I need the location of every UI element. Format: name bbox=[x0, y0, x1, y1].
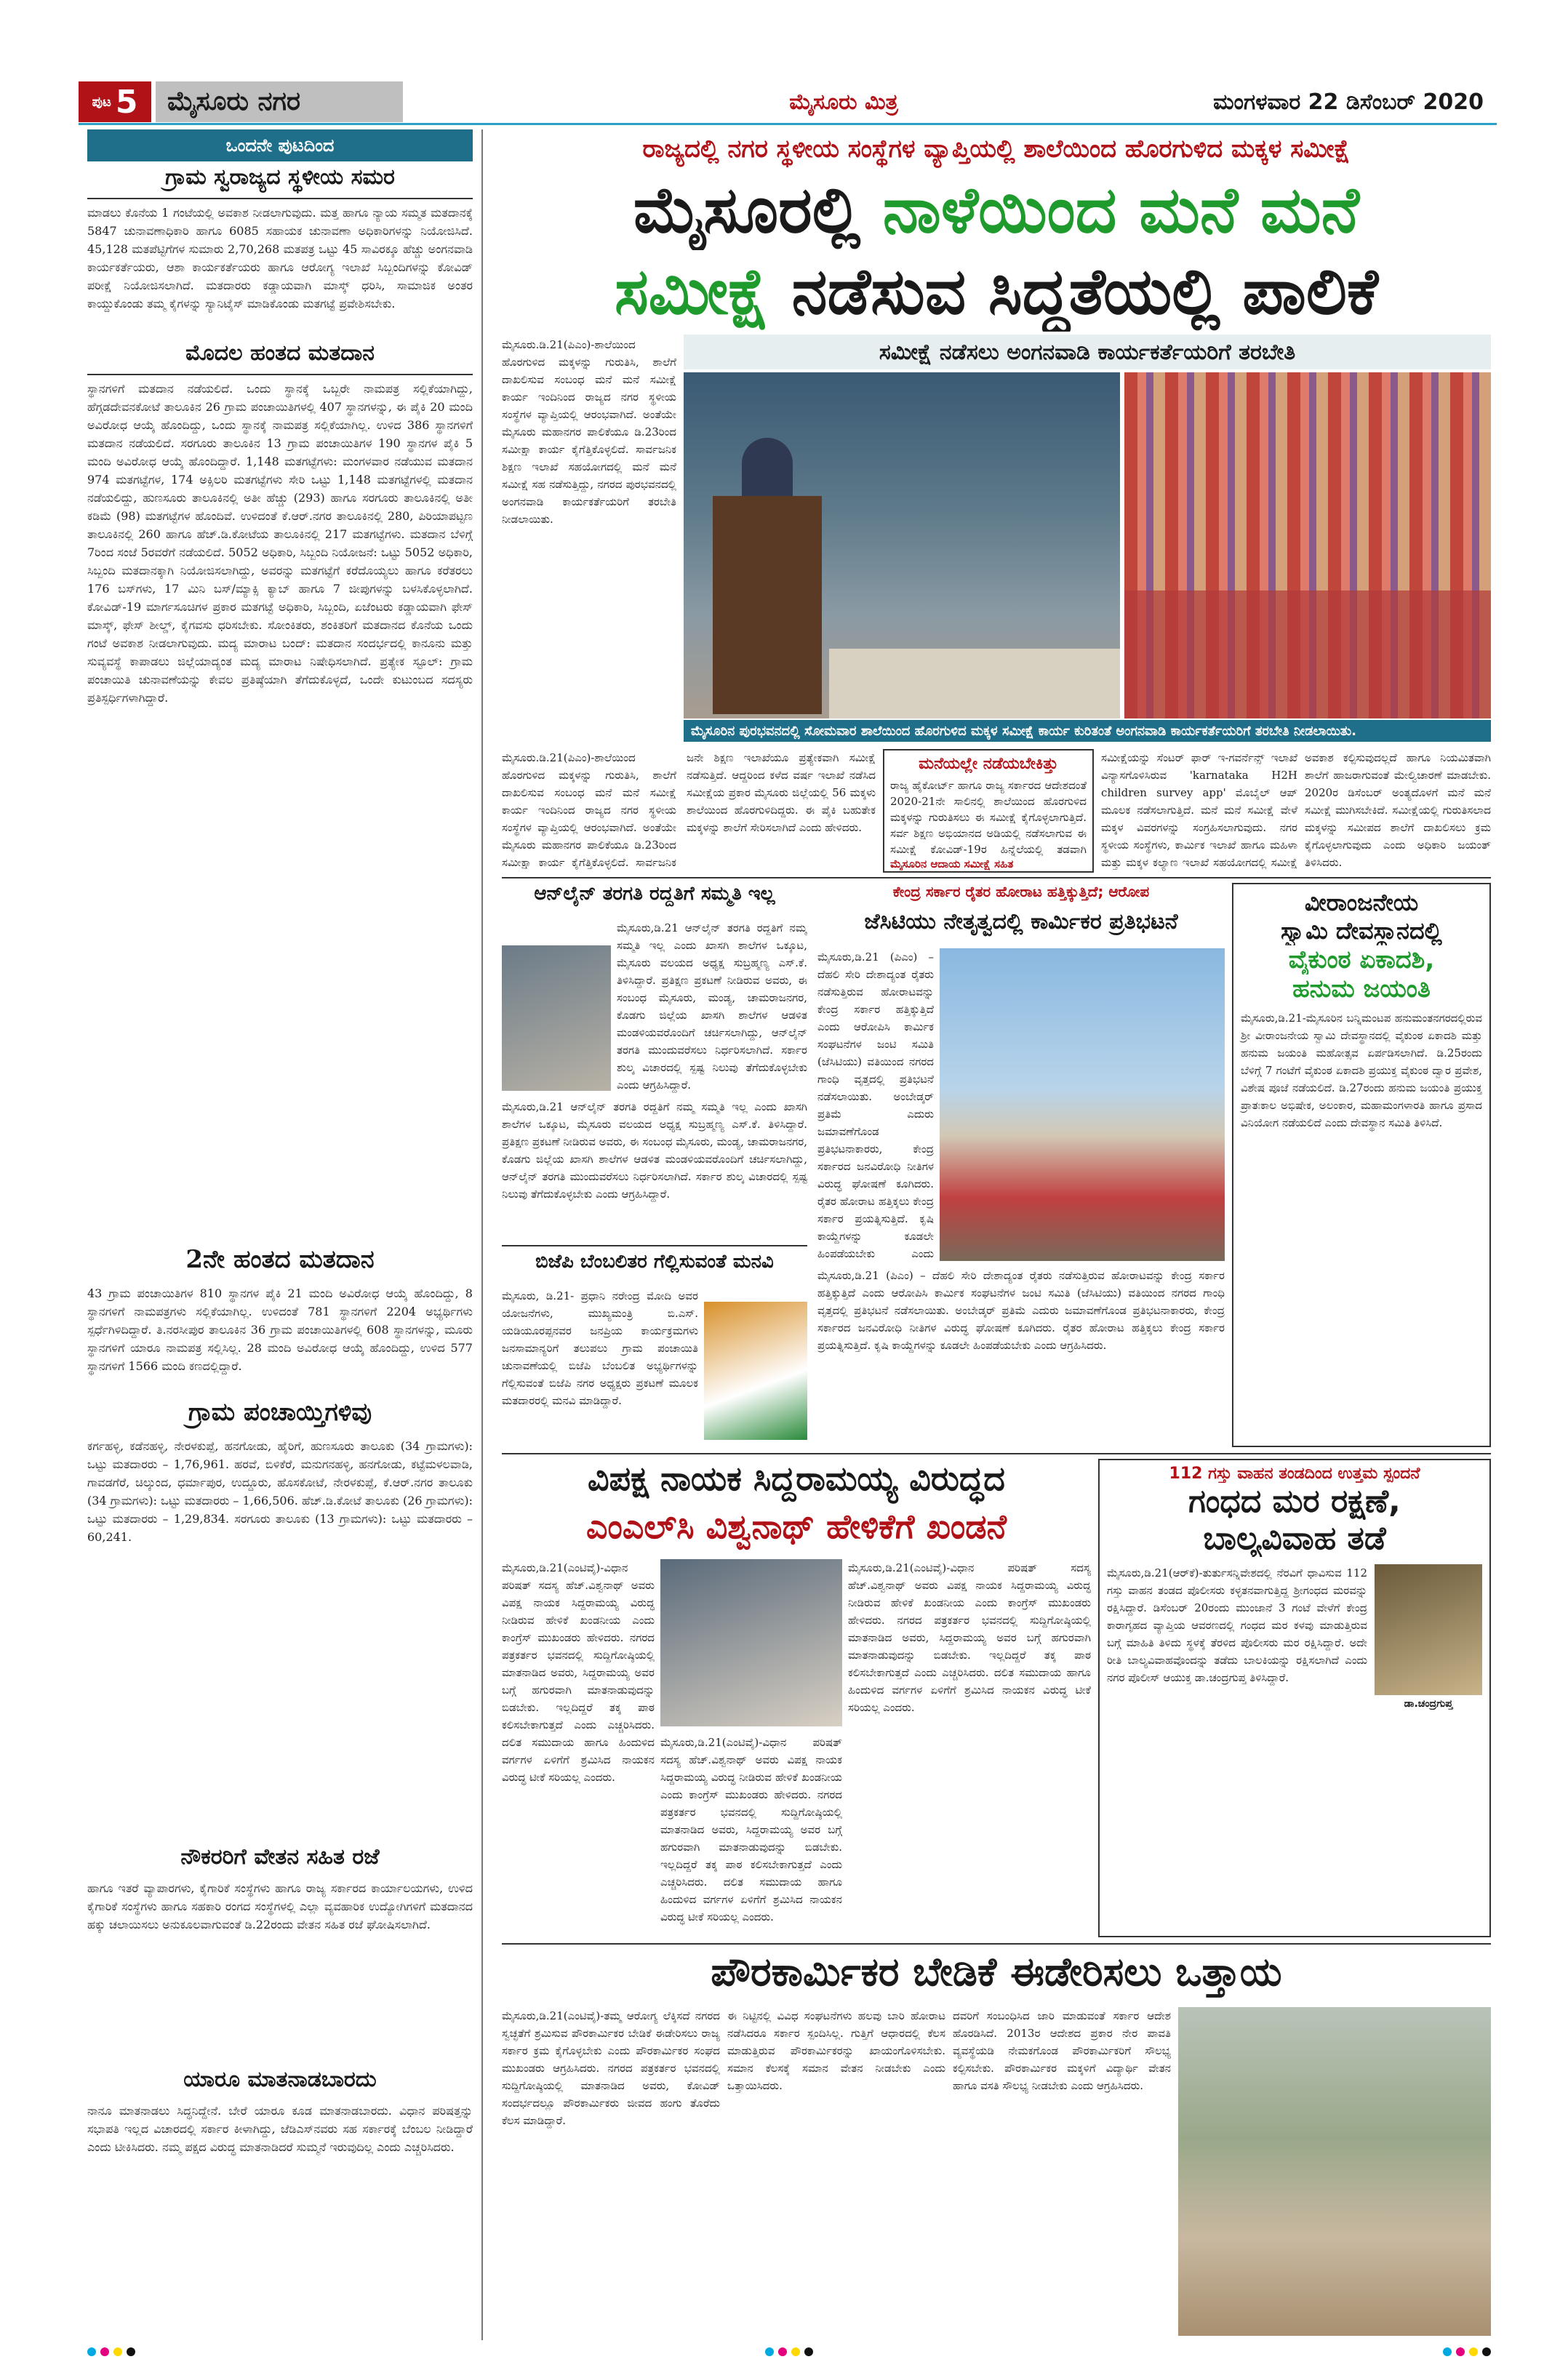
dais-table-shape bbox=[829, 649, 1120, 718]
left-headline-2: ಮೊದಲ ಹಂತದ ಮತದಾನ bbox=[185, 340, 375, 366]
lead-headline-line-2 bbox=[502, 252, 1491, 332]
left-body-2: ಸ್ಥಾನಗಳಿಗೆ ಮತದಾನ ನಡೆಯಲಿದೆ. ಒಂದು ಸ್ಥಾನಕ್ಕೆ ಒಬ್ಬರೇ ನಾಮಪತ್ರ ಸಲ್ಲಿಕೆಯಾಗಿದ್ದು, ಹೆಗ್ಗಡದೇವನಕೋಟೆ ತಾಲೂಕಿನ 26 ಗ್ರಾಮ ಪಂಚಾಯಿತಿಗಳಲ್ಲಿ 407 ಸ್ಥಾನಗಳನ್ನು, ಈ ಪೈಕಿ 20 ಮಂದಿ ಅವಿರೋಧ ಆಯ್ಕೆ ಹೊಂದಿದ್ದು, ಒಂದು ಸ್ಥಾನಕ್ಕೆ ನಾಮಪತ್ರ ಸಲ್ಲಿಕೆಯಾಗಿಲ್ಲ. ಉಳಿದ 386 ಸ್ಥಾನಗಳಿಗೆ ಮತದಾನ ನಡೆಯಲಿದೆ. ಸರಗೂರು ತಾಲೂಕಿನ 13 ಗ್ರಾಮ ಪಂಚಾಯಿತಿಗಳ 190 ಸ್ಥಾನಗಳ ಪೈಕಿ 5 ಮಂದಿ ಅವಿರೋಧ ಆಯ್ಕೆ ಹೊಂದಿದ್ದಾರೆ. 1,148 ಮತಗಟ್ಟೆಗಳು: ಮಂಗಳವಾರ ನಡೆಯುವ ಮತದಾನ 974 ಮತಗಟ್ಟೆಗಳ, 174 ಅಕ್ಸಿಲರಿ ಮತಗಟ್ಟೆಗಳು ಸೇರಿ ಒಟ್ಟು 1,148 ಮತಗಟ್ಟೆಗಳಲ್ಲಿ ಮತದಾನ ನಡೆಯಲಿದ್ದು, ಹುಣಸೂರು ತಾಲೂಕಿನಲ್ಲಿ ಅತೀ ಹೆಚ್ಚು (293) ಹಾಗೂ ಸರಗೂರು ತಾಲೂಕಿನಲ್ಲಿ ಅತೀ ಕಡಿಮೆ (98) ಮತಗಟ್ಟೆಗಳ ಹೊಂದಿವೆ. ಉಳಿದಂತೆ ಕೆ.ಆರ್.ನಗರ ತಾಲೂಕಿನಲ್ಲಿ 280, ಪಿರಿಯಾಪಟ್ಟಣ ತಾಲೂಕಿನಲ್ಲಿ 260 ಹಾಗೂ ಹೆಚ್.ಡಿ.ಕೋಟೆಯ ತಾಲೂಕಿನಲ್ಲಿ 217 ಮತಗಟ್ಟೆಗಳು. ಮತದಾನ ಬೆಳಿಗ್ಗೆ 7ರಿಂದ ಸಂಜೆ 5ರವರೆಗೆ ನಡೆಯಲಿದೆ. 5052 ಅಧಿಕಾರಿ, ಸಿಬ್ಬಂದಿ ನಿಯೋಜನೆ: ಒಟ್ಟು 5052 ಅಧಿಕಾರಿ, ಸಿಬ್ಬಂದಿ ಮತದಾನಕ್ಕಾಗಿ ನಿಯೋಜಿಸಲಾಗಿದ್ದು, ಅವರನ್ನು ಮತಗಟ್ಟೆಗೆ ಕರೆದೊಯ್ಯಲು ಹಾಗೂ ಕರೆತರಲು 176 ಬಸ್‌ಗಳು, 17 ಮಿನಿ ಬಸ್/ಮ್ಯಾಕ್ಸಿ ಕ್ಯಾಬ್ ಹಾಗೂ 7 ಜೀಪುಗಳನ್ನು ಬಳಸಿಕೊಳ್ಳಲಾಗಿದೆ. ಕೋವಿಡ್-19 ಮಾರ್ಗಸೂಚಿಗಳ ಪ್ರಕಾರ ಮತಗಟ್ಟೆ ಅಧಿಕಾರಿ, ಸಿಬ್ಬಂದಿ, ಏಜೆಂಟರು ಕಡ್ಡಾಯವಾಗಿ ಫೇಸ್ ಮಾಸ್ಕ್, ಫೇಸ್ ಶೀಲ್ಡ್, ಕೈಗವಸು ಧರಿಸಬೇಕು. ಸೋಂಕಿತರು, ಶಂಕಿತರಿಗೆ ಮತದಾನದ ಕೊನೆಯ ಒಂದು ಗಂಟೆ ಅವಕಾಶ ನೀಡಲಾಗುವುದು. ಮದ್ಯ ಮಾರಾಟ ಬಂದ್: ಮತದಾನ ಸಂದರ್ಭದಲ್ಲಿ ಕಾನೂನು ಮತ್ತು ಸುವ್ಯವಸ್ಥೆ ಕಾಪಾಡಲು ಜಿಲ್ಲೆಯಾದ್ಯಂತ ಮದ್ಯ ಮಾರಾಟ ನಿಷೇಧಿಸಲಾಗಿದೆ. ಪ್ರತ್ಯೇಕ ಸ್ಟೂಲ್: ಗ್ರಾಮ ಪಂಚಾಯಿತಿ ಚುನಾವಣೆಯನ್ನು ಕೇವಲ ಪ್ರತಿಷ್ಠೆಯಾಗಿ ತೆಗೆದುಕೊಳ್ಳದೆ, ಒಂದೇ ಕುಟುಂಬದ ಸದಸ್ಯರು ಪ್ರತಿಸ್ಪರ್ಧಿಗಳಾಗಿದ್ದಾರೆ. bbox=[87, 382, 473, 705]
online-classes-headline: ಆನ್‌ಲೈನ್ ತರಗತಿ ರದ್ದತಿಗೆ ಸಮ್ಮತಿ ಇಲ್ಲ bbox=[534, 883, 775, 905]
workers-body: ಮೈಸೂರು,ಡಿ.21 (ಪಿಎಂ) – ದೆಹಲಿ ಸೇರಿ ದೇಶಾದ್ಯಂತ ರೈತರು ನಡೆಸುತ್ತಿರುವ ಹೋರಾಟವನ್ನು ಕೇಂದ್ರ ಸರ್ಕಾರ ಹತ್ತಿಕ್ಕುತ್ತಿದೆ ಎಂದು ಆರೋಪಿಸಿ ಕಾರ್ಮಿಕ ಸಂಘಟನೆಗಳ ಜಂಟಿ ಸಮಿತಿ (ಜೆಸಿಟಿಯು) ವತಿಯಿಂದ ನಗರದ ಗಾಂಧಿ ವೃತ್ತದಲ್ಲಿ ಪ್ರತಿಭಟನೆ ನಡೆಸಲಾಯಿತು. ಅಂಬೇಡ್ಕರ್ ಪ್ರತಿಮೆ ಎದುರು ಜಮಾವಣೆಗೊಂಡ ಪ್ರತಿಭಟನಾಕಾರರು, ಕೇಂದ್ರ ಸರ್ಕಾರದ ಜನವಿರೋಧಿ ನೀತಿಗಳ ವಿರುದ್ಧ ಘೋಷಣೆ ಕೂಗಿದರು. ರೈತರ ಹೋರಾಟ ಹತ್ತಿಕ್ಕಲು ಕೇಂದ್ರ ಸರ್ಕಾರ ಪ್ರಯತ್ನಿಸುತ್ತಿದೆ. ಕೃಷಿ ಕಾಯ್ದೆಗಳನ್ನು ಕೂಡಲೇ ಹಿಂಪಡೆಯಬೇಕು ಎಂದು ಆಗ್ರಹಿಸಿದರು. bbox=[817, 1269, 1225, 1352]
left-headline-6: ಯಾರೂ ಮಾತನಾಡಬಾರದು bbox=[183, 2067, 377, 2092]
column-divider bbox=[481, 129, 483, 2340]
lead-subheadline: ಸಮೀಕ್ಷೆ ನಡೆಸಲು ಅಂಗನವಾಡಿ ಕಾರ್ಯಕರ್ತೆಯರಿಗೆ ತರಬೇತಿ bbox=[684, 335, 1491, 369]
left-body-4: ಕರ್ಗಹಳ್ಳಿ, ಕಡೆನಹಳ್ಳಿ, ನೇರಳಕುಪ್ಪೆ, ಹನಗೋಡು, ಹೈರಿಗೆ, ಹುಣಸೂರು ತಾಲೂಕು (34 ಗ್ರಾಮಗಳು): ಒಟ್ಟು ಮತದಾರರು – 1,76,961. ಹರವೆ, ಬಿಳಿಕೆರೆ, ಮನುಗನಹಳ್ಳಿ, ಹನಗೋಡು, ಕಟ್ಟೆಮಳಲವಾಡಿ, ಗಾವಡಗೆರೆ, ಚಿಲ್ಕುಂದ, ಧರ್ಮಾಪುರ, ಉದ್ದೂರು, ಹೊಸಕೋಟೆ, ನೇರಳಕುಪ್ಪೆ, ಕೆ.ಆರ್.ನಗರ ತಾಲೂಕು (34 ಗ್ರಾಮಗಳು): ಒಟ್ಟು ಮತದಾರರು – 1,66,506. ಹೆಚ್.ಡಿ.ಕೋಟೆ ತಾಲೂಕು (26 ಗ್ರಾಮಗಳು): ಒಟ್ಟು ಮತದಾರರು – 1,29,834. ಸರಗೂರು ತಾಲೂಕು (13 ಗ್ರಾಮಗಳು): ಒಟ್ಟು ಮತದಾರರು – 60,241. bbox=[87, 1439, 473, 1544]
left-headline-5: ನೌಕರರಿಗೆ ವೇತನ ಸಹಿತ ರಜೆ bbox=[180, 1844, 380, 1870]
registration-dot bbox=[87, 2347, 96, 2356]
podium-shape bbox=[713, 496, 822, 714]
workers-kicker: ಕೇಂದ್ರ ಸರ್ಕಾರ ರೈತರ ಹೋರಾಟ ಹತ್ತಿಕ್ಕುತ್ತಿದೆ; ಆರೋಪ bbox=[892, 883, 1150, 900]
divider bbox=[87, 198, 473, 199]
registration-dots-center bbox=[765, 2347, 813, 2359]
lead-headline-part: ಮೈಸೂರಲ್ಲಿ bbox=[633, 172, 861, 247]
sandalwood-box bbox=[1098, 1459, 1491, 1937]
bjp-leader-photo bbox=[704, 1302, 807, 1440]
registration-dot bbox=[113, 2347, 122, 2356]
street-sweeper-photo bbox=[1178, 2007, 1491, 2336]
opposition-headline-2: ಎಂಎಲ್‌ಸಿ ವಿಶ್ವನಾಥ್ ಹೇಳಿಕೆಗೆ ಖಂಡನೆ bbox=[585, 1507, 1007, 1546]
bjp-body: ಮೈಸೂರು, ಡಿ.21- ಪ್ರಧಾನಿ ನರೇಂದ್ರ ಮೋದಿ ಅವರ ಯೋಜನೆಗಳು, ಮುಖ್ಯಮಂತ್ರಿ ಬಿ.ಎಸ್. ಯಡಿಯೂರಪ್ಪನವರ ಜನಪ್ರಿಯ ಕಾರ್ಯಕ್ರಮಗಳು ಜನಸಾಮಾನ್ಯರಿಗೆ ತಲುಪಲು ಗ್ರಾಮ ಪಂಚಾಯಿತಿ ಚುನಾವಣೆಯಲ್ಲಿ ಬಿಜೆಪಿ ಬೆಂಬಲಿತ ಅಭ್ಯರ್ಥಿಗಳನ್ನು ಗೆಲ್ಲಿಸುವಂತೆ ಬಿಜೆಪಿ ನಗರ ಅಧ್ಯಕ್ಷರು ಪ್ರಕಟಣೆ ಮೂಲಕ ಮತದಾರರಲ್ಲಿ ಮನವಿ ಮಾಡಿದ್ದಾರೆ. bbox=[502, 1289, 698, 1407]
temple-headline-2: ಸ್ವಾಮಿ ದೇವಸ್ಥಾನದಲ್ಲಿ bbox=[1281, 917, 1442, 945]
protest-photo bbox=[940, 948, 1225, 1261]
left-body-5: ಹಾಗೂ ಇತರೆ ವ್ಯಾಪಾರಗಳು, ಕೈಗಾರಿಕೆ ಸಂಸ್ಥೆಗಳು ಹಾಗೂ ರಾಜ್ಯ ಸರ್ಕಾರದ ಕಾರ್ಯಾಲಯಗಳು, ಉಳಿದ ಕೈಗಾರಿಕೆ ಸಂಸ್ಥೆಗಳು ಹಾಗೂ ಸಹಕಾರಿ ರಂಗದ ಸಂಸ್ಥೆಗಳಲ್ಲಿ ಎಲ್ಲಾ ವ್ಯವಹಾರಿಕ ಉದ್ಯೋಗಿಗಳಿಗೆ ಮತದಾನದ ಹಕ್ಕು ಚಲಾಯಿಸಲು ಅನುಕೂಲವಾಗುವಂತೆ ಡಿ.22ರಂದು ವೇತನ ಸಹಿತ ರಜೆ ಘೋಷಿಸಲಾಗಿದೆ. bbox=[87, 1881, 473, 1931]
registration-dot bbox=[1469, 2347, 1478, 2356]
divider bbox=[502, 1245, 807, 1246]
sandalwood-headline-1: ಗಂಧದ ಮರ ರಕ್ಷಣೆ, bbox=[1188, 1483, 1401, 1520]
opposition-body-col-3: ಮೈಸೂರು,ಡಿ.21(ಎಂಟಿವೈ)-ವಿಧಾನ ಪರಿಷತ್ ಸದಸ್ಯ ಹೆಚ್.ವಿಶ್ವನಾಥ್ ಅವರು ವಿಪಕ್ಷ ನಾಯಕ ಸಿದ್ದರಾಮಯ್ಯ ವಿರುದ್ಧ ನೀಡಿರುವ ಹೇಳಿಕೆ ಖಂಡನೀಯ ಎಂದು ಕಾಂಗ್ರೆಸ್ ಮುಖಂಡರು ಹೇಳಿದರು. ನಗರದ ಪತ್ರಕರ್ತರ ಭವನದಲ್ಲಿ ಸುದ್ದಿಗೋಷ್ಠಿಯಲ್ಲಿ ಮಾತನಾಡಿದ ಅವರು, ಸಿದ್ದರಾಮಯ್ಯ ಅವರ ಬಗ್ಗೆ ಹಗುರವಾಗಿ ಮಾತನಾಡುವುದನ್ನು ಬಿಡಬೇಕು. ಇಲ್ಲದಿದ್ದರೆ ತಕ್ಕ ಪಾಠ ಕಲಿಸಬೇಕಾಗುತ್ತದೆ ಎಂದು ಎಚ್ಚರಿಸಿದರು. ದಲಿತ ಸಮುದಾಯ ಹಾಗೂ ಹಿಂದುಳಿದ ವರ್ಗಗಳ ಏಳಿಗೆಗೆ ಶ್ರಮಿಸಿದ ನಾಯಕನ ವಿರುದ್ಧ ಟೀಕೆ ಸರಿಯಲ್ಲ ಎಂದರು. bbox=[848, 1561, 1091, 1714]
lead-sidebar-box bbox=[883, 749, 1094, 873]
lead-headline-line-1 bbox=[502, 170, 1491, 250]
lead-headline-part: ನಡೆಸುವ ಸಿದ್ಧತೆಯಲ್ಲಿ ಪಾಲಿಕೆ bbox=[791, 253, 1379, 329]
registration-dot bbox=[765, 2347, 774, 2356]
temple-headline-4: ಹನುಮ ಜಯಂತಿ bbox=[1292, 974, 1431, 1004]
sandalwood-headline-2: ಬಾಲ್ಯವಿವಾಹ ತಡೆ bbox=[1203, 1520, 1386, 1557]
page-number-badge bbox=[79, 81, 151, 122]
registration-dot bbox=[791, 2347, 800, 2356]
opposition-headline-1: ವಿಪಕ್ಷ ನಾಯಕ ಸಿದ್ದರಾಮಯ್ಯ ವಿರುದ್ಧದ bbox=[588, 1459, 1005, 1498]
section-title: ಮೈಸೂರು ನಗರ bbox=[156, 81, 403, 122]
sandalwood-body: ಮೈಸೂರು,ಡಿ.21(ಆರ್‌ಕೆ)-ತುರ್ತುಸನ್ನಿವೇಶದಲ್ಲಿ ನೆರವಿಗೆ ಧಾವಿಸುವ 112 ಗಸ್ತು ವಾಹನ ತಂಡದ ಪೊಲೀಸರು ಕಳ್ಳತನವಾಗುತ್ತಿದ್ದ ಶ್ರೀಗಂಧದ ಮರವನ್ನು ರಕ್ಷಿಸಿದ್ದಾರೆ. ಡಿಸೆಂಬರ್ 20ರಂದು ಮುಂಜಾನೆ 3 ಗಂಟೆ ವೇಳೆಗೆ ಕೇಂದ್ರ ಕಾರಾಗೃಹದ ವ್ಯಾಪ್ತಿಯ ಆವರಣದಲ್ಲಿ ಗಂಧದ ಮರ ಕಳವು ಮಾಡುತ್ತಿರುವ ಬಗ್ಗೆ ಮಾಹಿತಿ ತಿಳಿದು ಸ್ಥಳಕ್ಕೆ ತೆರಳಿದ ಪೊಲೀಸರು ಮರ ರಕ್ಷಿಸಿದ್ದಾರೆ. ಅದೇ ರೀತಿ ಬಾಲ್ಯವಿವಾಹವೊಂದನ್ನು ತಡೆದು ಬಾಲಕಿಯನ್ನು ರಕ್ಷಿಸಲಾಗಿದೆ ಎಂದು ನಗರ ಪೊಲೀಸ್ ಆಯುಕ್ತ ಡಾ.ಚಂದ್ರಗುಪ್ತ ತಿಳಿಸಿದ್ದಾರೆ. bbox=[1107, 1566, 1367, 1684]
workers-headline: ಜೆಸಿಟಿಯು ನೇತೃತ್ವದಲ್ಲಿ ಕಾರ್ಮಿಕರ ಪ್ರತಿಭಟನೆ bbox=[864, 909, 1178, 934]
section-divider bbox=[502, 1943, 1491, 1945]
left-body-3: 43 ಗ್ರಾಮ ಪಂಚಾಯಿತಿಗಳ 810 ಸ್ಥಾನಗಳ ಪೈಕಿ 21 ಮಂದಿ ಅವಿರೋಧ ಆಯ್ಕೆ ಹೊಂದಿದ್ದು, 8 ಸ್ಥಾನಗಳಿಗೆ ನಾಮಪತ್ರಗಳು ಸಲ್ಲಿಕೆಯಾಗಿಲ್ಲ. ಉಳಿದಂತೆ 781 ಸ್ಥಾನಗಳಿಗೆ 2204 ಅಭ್ಯರ್ಥಿಗಳು ಸ್ಪರ್ಧೆಗಿಳಿದಿದ್ದಾರೆ. ತಿ.ನರಸೀಪುರ ತಾಲೂಕಿನ 36 ಗ್ರಾಮ ಪಂಚಾಯಿತಿಗಳಲ್ಲಿ 608 ಸ್ಥಾನಗಳನ್ನು, ಮೂರು ಸ್ಥಾನಗಳಿಗೆ ಯಾರೂ ನಾಮಪತ್ರ ಸಲ್ಲಿಸಿಲ್ಲ. 28 ಮಂದಿ ಅವಿರೋಧ ಆಯ್ಕೆ ಹೊಂದಿದ್ದು, ಉಳಿದ 577 ಸ್ಥಾನಗಳಿಗೆ 1566 ಮಂದಿ ಕಣದಲ್ಲಿದ್ದಾರೆ. bbox=[87, 1286, 473, 1373]
newspaper-logo: ಮೈಸೂರು ಮಿತ್ರ bbox=[789, 89, 898, 115]
registration-dot bbox=[804, 2347, 813, 2356]
pourakarmika-body-col-3: ದವರಿಗೆ ಸಂಬಂಧಿಸಿದ ಜಾರಿ ಮಾಡುವಂತೆ ಸರ್ಕಾರ ಆದೇಶ ಹೊರಡಿಸಿದೆ. 2013ರ ಆದೇಶದ ಪ್ರಕಾರ ನೇರ ಪಾವತಿ ವ್ಯವಸ್ಥೆಯಡಿ ನೇಮಕಗೊಂಡ ಪೌರಕಾರ್ಮಿಕರಿಗೆ ಸೌಲಭ್ಯ ಕಲ್ಪಿಸಬೇಕು. ಪೌರಕಾರ್ಮಿಕರ ಮಕ್ಕಳಿಗೆ ವಿದ್ಯಾರ್ಥಿ ವೇತನ ಹಾಗೂ ವಸತಿ ಸೌಲಭ್ಯ ನೀಡಬೇಕು ಎಂದು ಆಗ್ರಹಿಸಿದರು. bbox=[953, 2009, 1171, 2092]
registration-dot bbox=[100, 2347, 109, 2356]
lead-headline-part-green: ನಾಳೆಯಿಂದ ಮನೆ ಮನೆ bbox=[882, 172, 1360, 247]
opposition-body-col-1: ಮೈಸೂರು,ಡಿ.21(ಎಂಟಿವೈ)-ವಿಧಾನ ಪರಿಷತ್ ಸದಸ್ಯ ಹೆಚ್.ವಿಶ್ವನಾಥ್ ಅವರು ವಿಪಕ್ಷ ನಾಯಕ ಸಿದ್ದರಾಮಯ್ಯ ವಿರುದ್ಧ ನೀಡಿರುವ ಹೇಳಿಕೆ ಖಂಡನೀಯ ಎಂದು ಕಾಂಗ್ರೆಸ್ ಮುಖಂಡರು ಹೇಳಿದರು. ನಗರದ ಪತ್ರಕರ್ತರ ಭವನದಲ್ಲಿ ಸುದ್ದಿಗೋಷ್ಠಿಯಲ್ಲಿ ಮಾತನಾಡಿದ ಅವರು, ಸಿದ್ದರಾಮಯ್ಯ ಅವರ ಬಗ್ಗೆ ಹಗುರವಾಗಿ ಮಾತನಾಡುವುದನ್ನು ಬಿಡಬೇಕು. ಇಲ್ಲದಿದ್ದರೆ ತಕ್ಕ ಪಾಠ ಕಲಿಸಬೇಕಾಗುತ್ತದೆ ಎಂದು ಎಚ್ಚರಿಸಿದರು. ದಲಿತ ಸಮುದಾಯ ಹಾಗೂ ಹಿಂದುಳಿದ ವರ್ಗಗಳ ಏಳಿಗೆಗೆ ಶ್ರಮಿಸಿದ ನಾಯಕನ ವಿರುದ್ಧ ಟೀಕೆ ಸರಿಯಲ್ಲ ಎಂದರು. bbox=[502, 1561, 655, 1784]
registration-dot bbox=[778, 2347, 787, 2356]
temple-headline-1: ವೀರಾಂಜನೇಯ bbox=[1304, 889, 1419, 916]
lead-sidebar-note: ಮೈಸೂರಿನ ಆದಾಯ ಸಮೀಕ್ಷೆ ಸಹಿತ bbox=[890, 857, 1014, 870]
registration-dot bbox=[1443, 2347, 1452, 2356]
lead-kicker: ರಾಜ್ಯದಲ್ಲಿ ನಗರ ಸ್ಥಳೀಯ ಸಂಸ್ಥೆಗಳ ವ್ಯಾಪ್ತಿಯಲ್ಲಿ ಶಾಲೆಯಿಂದ ಹೊರಗುಳಿದ ಮಕ್ಕಳ ಸಮೀಕ್ಷೆ bbox=[642, 135, 1351, 164]
temple-box bbox=[1232, 883, 1491, 1447]
pourakarmika-body-col-1: ಮೈಸೂರು,ಡಿ.21(ಎಂಟಿವೈ)-ತಮ್ಮ ಆರೋಗ್ಯ ಲೆಕ್ಕಿಸದೆ ನಗರದ ಸ್ವಚ್ಛತೆಗೆ ಶ್ರಮಿಸುವ ಪೌರಕಾರ್ಮಿಕರ ಬೇಡಿಕೆ ಈಡೇರಿಸಲು ರಾಜ್ಯ ಸರ್ಕಾರ ಕ್ರಮ ಕೈಗೊಳ್ಳಬೇಕು ಎಂದು ಪೌರಕಾರ್ಮಿಕರ ಸಂಘದ ಮುಖಂಡರು ಆಗ್ರಹಿಸಿದರು. ನಗರದ ಪತ್ರಕರ್ತರ ಭವನದಲ್ಲಿ ಸುದ್ದಿಗೋಷ್ಠಿಯಲ್ಲಿ ಮಾತನಾಡಿದ ಅವರು, ಕೋವಿಡ್ ಸಂದರ್ಭದಲ್ಲೂ ಪೌರಕಾರ್ಮಿಕರು ಜೀವದ ಹಂಗು ತೊರೆದು ಕೆಲಸ ಮಾಡಿದ್ದಾರೆ. bbox=[502, 2009, 720, 2127]
workers-body-col-1: ಮೈಸೂರು,ಡಿ.21 (ಪಿಎಂ) – ದೆಹಲಿ ಸೇರಿ ದೇಶಾದ್ಯಂತ ರೈತರು ನಡೆಸುತ್ತಿರುವ ಹೋರಾಟವನ್ನು ಕೇಂದ್ರ ಸರ್ಕಾರ ಹತ್ತಿಕ್ಕುತ್ತಿದೆ ಎಂದು ಆರೋಪಿಸಿ ಕಾರ್ಮಿಕ ಸಂಘಟನೆಗಳ ಜಂಟಿ ಸಮಿತಿ (ಜೆಸಿಟಿಯು) ವತಿಯಿಂದ ನಗರದ ಗಾಂಧಿ ವೃತ್ತದಲ್ಲಿ ಪ್ರತಿಭಟನೆ ನಡೆಸಲಾಯಿತು. ಅಂಬೇಡ್ಕರ್ ಪ್ರತಿಮೆ ಎದುರು ಜಮಾವಣೆಗೊಂಡ ಪ್ರತಿಭಟನಾಕಾರರು, ಕೇಂದ್ರ ಸರ್ಕಾರದ ಜನವಿರೋಧಿ ನೀತಿಗಳ ವಿರುದ್ಧ ಘೋಷಣೆ ಕೂಗಿದರು. ರೈತರ ಹೋರಾಟ ಹತ್ತಿಕ್ಕಲು ಕೇಂದ್ರ ಸರ್ಕಾರ ಪ್ರಯತ್ನಿಸುತ್ತಿದೆ. ಕೃಷಿ ಕಾಯ್ದೆಗಳನ್ನು ಕೂಡಲೇ ಹಿಂಪಡೆಯಬೇಕು ಎಂದು bbox=[817, 950, 934, 1260]
registration-dot bbox=[127, 2347, 135, 2356]
sandalwood-kicker: 112 ಗಸ್ತು ವಾಹನ ತಂಡದಿಂದ ಉತ್ತಮ ಸ್ಪಂದನೆ bbox=[1169, 1465, 1420, 1483]
bjp-headline: ಬಿಜೆಪಿ ಬೆಂಬಲಿತರ ಗೆಲ್ಲಿಸುವಂತೆ ಮನವಿ bbox=[535, 1251, 774, 1273]
section-divider bbox=[502, 877, 1491, 878]
lead-sidebar-title: ಮನೆಯಲ್ಲೇ ನಡೆಯಬೇಕಿತ್ತು bbox=[919, 755, 1058, 773]
lead-body-col-5: ಅವಕಾಶ ಕಲ್ಪಿಸುವುದಲ್ಲದೆ ಹಾಗೂ ನಿಯಮಿತವಾಗಿ ಶಾಲೆಗೆ ಹಾಜರಾಗುವಂತೆ ಮೇಲ್ವಿಚಾರಣೆ ಮಾಡಬೇಕು. 2020ರ ಡಿಸೆಂಬರ್ ಅಂತ್ಯದೊಳಗೆ ಮನೆ ಮನೆ ಸಮೀಕ್ಷೆ ಮುಗಿಸಬೇಕಿದೆ. ಸಮೀಕ್ಷೆಯಲ್ಲಿ ಗುರುತಿಸಲಾದ ಮಕ್ಕಳನ್ನು ಸಮೀಪದ ಶಾಲೆಗೆ ದಾಖಲಿಸಲು ಕ್ರಮ ಕೈಗೊಳ್ಳಲಾಗುವುದು ಎಂದು ಅಧಿಕಾರಿ ಜಯಂತ್ ತಿಳಿಸಿದರು. bbox=[1305, 751, 1491, 869]
registration-dots-right bbox=[1443, 2347, 1491, 2359]
left-body-1: ಮಾಡಲು ಕೊನೆಯ 1 ಗಂಟೆಯಲ್ಲಿ ಅವಕಾಶ ನೀಡಲಾಗುವುದು. ಮತ್ತ ಹಾಗೂ ನ್ಯಾಯ ಸಮ್ಮತ ಮತದಾನಕ್ಕೆ 5847 ಚುನಾವಣಾಧಿಕಾರಿ ಹಾಗೂ 6085 ಸಹಾಯಕ ಚುನಾವಣಾ ಅಧಿಕಾರಿಗಳನ್ನು ನಿಯೋಜಿಸಿದೆ. 45,128 ಮತಪೆಟ್ಟಿಗೆಗಳ ಸುಮಾರು 2,70,268 ಮತಪತ್ರ ಒಟ್ಟು 45 ಸಾವಿರಕ್ಕೂ ಹೆಚ್ಚು ಅಂಗನವಾಡಿ ಕಾರ್ಯಕರ್ತೆಯರು, ಆಶಾ ಕಾರ್ಯಕರ್ತೆಯರು ಹಾಗೂ ಆರೋಗ್ಯ ಇಲಾಖೆ ಸಿಬ್ಬಂದಿಗಳನ್ನು ಕೋವಿಡ್ ಪರೀಕ್ಷೆ ನಿಯೋಜಿಸಲಾಗಿದೆ. ಮತದಾರರು ಕಡ್ಡಾಯವಾಗಿ ಮಾಸ್ಕ್ ಧರಿಸಿ, ಸಾಮಾಜಿಕ ಅಂತರ ಕಾಯ್ದುಕೊಂಡು ತಮ್ಮ ಕೈಗಳನ್ನು ಸ್ಯಾನಿಟೈಸ್ ಮಾಡಿಕೊಂಡು ಮತಗಟ್ಟೆ ಪ್ರವೇಶಿಸಬೇಕು. bbox=[87, 206, 473, 311]
issue-date: ಮಂಗಳವಾರ 22 ಡಿಸೆಂಬರ್ 2020 bbox=[1213, 89, 1484, 115]
online-body-right: ಮೈಸೂರು,ಡಿ.21 ಆನ್‌ಲೈನ್ ತರಗತಿ ರದ್ದತಿಗೆ ನಮ್ಮ ಸಮ್ಮತಿ ಇಲ್ಲ ಎಂದು ಖಾಸಗಿ ಶಾಲೆಗಳ ಒಕ್ಕೂಟ, ಮೈಸೂರು ವಲಯದ ಅಧ್ಯಕ್ಷ ಸುಬ್ರಹ್ಮಣ್ಯ ಎಸ್.ಕೆ. ತಿಳಿಸಿದ್ದಾರೆ. ಪ್ರತಿಕ್ಷಣ ಪ್ರಕಟಣೆ ನೀಡಿರುವ ಅವರು, ಈ ಸಂಬಂಧ ಮೈಸೂರು, ಮಂಡ್ಯ, ಚಾಮರಾಜನಗರ, ಕೊಡಗು ಜಿಲ್ಲೆಯ ಖಾಸಗಿ ಶಾಲೆಗಳ ಆಡಳಿತ ಮಂಡಳಿಯವರೊಂದಿಗೆ ಚರ್ಚಿಸಲಾಗಿದ್ದು, ಆನ್‌ಲೈನ್ ತರಗತಿ ಮುಂದುವರೆಸಲು ನಿರ್ಧರಿಸಲಾಗಿದೆ. ಸರ್ಕಾರ ಶುಲ್ಕ ವಿಚಾರದಲ್ಲಿ ಸ್ಪಷ್ಟ ನಿಲುವು ತೆಗೆದುಕೊಳ್ಳಬೇಕು ಎಂದು ಆಗ್ರಹಿಸಿದ್ದಾರೆ. bbox=[617, 921, 807, 1092]
lead-body-col-1: ಮೈಸೂರು.ಡಿ.21(ಪಿಎಂ)-ಶಾಲೆಯಿಂದ ಹೊರಗುಳಿದ ಮಕ್ಕಳನ್ನು ಗುರುತಿಸಿ, ಶಾಲೆಗೆ ದಾಖಲಿಸುವ ಸಂಬಂಧ ಮನೆ ಮನೆ ಸಮೀಕ್ಷೆ ಕಾರ್ಯ ಇಂದಿನಿಂದ ರಾಜ್ಯದ ನಗರ ಸ್ಥಳೀಯ ಸಂಸ್ಥೆಗಳ ವ್ಯಾಪ್ತಿಯಲ್ಲಿ ಆರಂಭವಾಗಿದೆ. ಅಂತೆಯೇ ಮೈಸೂರು ಮಹಾನಗರ ಪಾಲಿಕೆಯೂ ಡಿ.23ರಿಂದ ಸಮೀಕ್ಷಾ ಕಾರ್ಯ ಕೈಗೆತ್ತಿಕೊಳ್ಳಲಿದೆ. ಸಾರ್ವಜನಿಕ ಶಿಕ್ಷಣ ಇಲಾಖೆ ಸಹಯೋಗದಲ್ಲಿ ಮನೆ ಮನೆ ಸಮೀಕ್ಷೆ ಸಹ ನಡೆಸುತ್ತಿದ್ದು, ನಗರದ ಪುರಭವನದಲ್ಲಿ ಅಂಗನವಾಡಿ ಕಾರ್ಯಕರ್ತೆಯರಿಗೆ ತರಬೇತಿ ನೀಡಲಾಯಿತು. bbox=[502, 338, 676, 526]
lead-sidebar-body: ರಾಜ್ಯ ಹೈಕೋರ್ಟ್ ಹಾಗೂ ರಾಜ್ಯ ಸರ್ಕಾರದ ಆದೇಶದಂತೆ 2020-21ನೇ ಸಾಲಿನಲ್ಲಿ ಶಾಲೆಯಿಂದ ಹೊರಗುಳಿದ ಮಕ್ಕಳನ್ನು ಗುರುತಿಸಲು ಈ ಸಮೀಕ್ಷೆ ಕೈಗೊಳ್ಳಲಾಗುತ್ತಿದೆ. ಸರ್ವ ಶಿಕ್ಷಣ ಅಭಿಯಾನದ ಅಡಿಯಲ್ಲಿ ನಡೆಸಲಾಗುವ ಈ ಸಮೀಕ್ಷೆ ಕೋವಿಡ್-19ರ ಹಿನ್ನೆಲೆಯಲ್ಲಿ ತಡವಾಗಿ bbox=[890, 779, 1087, 856]
registration-dot bbox=[1456, 2347, 1465, 2356]
lead-photo-caption: ಮೈಸೂರಿನ ಪುರಭವನದಲ್ಲಿ ಸೋಮವಾರ ಶಾಲೆಯಿಂದ ಹೊರಗುಳಿದ ಮಕ್ಕಳ ಸಮೀಕ್ಷೆ ಕಾರ್ಯ ಕುರಿತಂತೆ ಅಂಗನವಾಡಿ ಕಾರ್ಯಕರ್ತೆಯರಿಗೆ ತರಬೇತಿ ನೀಡಲಾಯಿತು. bbox=[684, 720, 1491, 742]
continued-banner: ಒಂದನೇ ಪುಟದಿಂದ bbox=[87, 129, 473, 161]
page-prefix: ಪುಟ bbox=[92, 94, 111, 110]
lead-body-col-1b: ಮೈಸೂರು.ಡಿ.21(ಪಿಎಂ)-ಶಾಲೆಯಿಂದ ಹೊರಗುಳಿದ ಮಕ್ಕಳನ್ನು ಗುರುತಿಸಿ, ಶಾಲೆಗೆ ದಾಖಲಿಸುವ ಸಂಬಂಧ ಮನೆ ಮನೆ ಸಮೀಕ್ಷೆ ಕಾರ್ಯ ಇಂದಿನಿಂದ ರಾಜ್ಯದ ನಗರ ಸ್ಥಳೀಯ ಸಂಸ್ಥೆಗಳ ವ್ಯಾಪ್ತಿಯಲ್ಲಿ ಆರಂಭವಾಗಿದೆ. ಅಂತೆಯೇ ಮೈಸೂರು ಮಹಾನಗರ ಪಾಲಿಕೆಯೂ ಡಿ.23ರಿಂದ ಸಮೀಕ್ಷಾ ಕಾರ್ಯ ಕೈಗೆತ್ತಿಕೊಳ್ಳಲಿದೆ. ಸಾರ್ವಜನಿಕ bbox=[502, 751, 676, 869]
training-audience-photo bbox=[1124, 372, 1491, 718]
pourakarmika-headline: ಪೌರಕಾರ್ಮಿಕರ ಬೇಡಿಕೆ ಈಡೇರಿಸಲು ಒತ್ತಾಯ bbox=[711, 1949, 1282, 1995]
left-headline-1: ಗ್ರಾಮ ಸ್ವರಾಜ್ಯದ ಸ್ಥಳೀಯ ಸಮರ bbox=[165, 164, 395, 190]
police-commissioner-photo bbox=[1375, 1564, 1482, 1695]
divider bbox=[87, 374, 473, 375]
lead-body-col-2: ಜನೇ ಶಿಕ್ಷಣ ಇಲಾಖೆಯೂ ಪ್ರತ್ಯೇಕವಾಗಿ ಸಮೀಕ್ಷೆ ನಡೆಸುತ್ತಿದೆ. ಆದ್ದರಿಂದ ಕಳೆದ ವರ್ಷ ಇಲಾಖೆ ನಡೆಸಿದ ಸಮೀಕ್ಷೆಯ ಪ್ರಕಾರ ಮೈಸೂರು ಜಿಲ್ಲೆಯಲ್ಲಿ 56 ಮಕ್ಕಳು ಶಾಲೆಯಿಂದ ಹೊರಗುಳಿದಿದ್ದರು. ಈ ಪೈಕಿ ಬಹುತೇಕ ಮಕ್ಕಳನ್ನು ಶಾಲೆಗೆ ಸೇರಿಸಲಾಗಿದೆ ಎಂದು ಹೇಳಿದರು. bbox=[687, 751, 876, 834]
pourakarmika-body-col-2: ಈ ನಿಟ್ಟಿನಲ್ಲಿ ವಿವಿಧ ಸಂಘಟನೆಗಳು ಹಲವು ಬಾರಿ ಹೋರಾಟ ನಡೆಸಿದರೂ ಸರ್ಕಾರ ಸ್ಪಂದಿಸಿಲ್ಲ. ಗುತ್ತಿಗೆ ಆಧಾರದಲ್ಲಿ ಕೆಲಸ ಮಾಡುತ್ತಿರುವ ಪೌರಕಾರ್ಮಿಕರನ್ನು ಖಾಯಂಗೊಳಿಸಬೇಕು. ಸಮಾನ ಕೆಲಸಕ್ಕೆ ಸಮಾನ ವೇತನ ನೀಡಬೇಕು ಎಂದು ಒತ್ತಾಯಿಸಿದರು. bbox=[727, 2009, 945, 2092]
online-body: ಮೈಸೂರು,ಡಿ.21 ಆನ್‌ಲೈನ್ ತರಗತಿ ರದ್ದತಿಗೆ ನಮ್ಮ ಸಮ್ಮತಿ ಇಲ್ಲ ಎಂದು ಖಾಸಗಿ ಶಾಲೆಗಳ ಒಕ್ಕೂಟ, ಮೈಸೂರು ವಲಯದ ಅಧ್ಯಕ್ಷ ಸುಬ್ರಹ್ಮಣ್ಯ ಎಸ್.ಕೆ. ತಿಳಿಸಿದ್ದಾರೆ. ಪ್ರತಿಕ್ಷಣ ಪ್ರಕಟಣೆ ನೀಡಿರುವ ಅವರು, ಈ ಸಂಬಂಧ ಮೈಸೂರು, ಮಂಡ್ಯ, ಚಾಮರಾಜನಗರ, ಕೊಡಗು ಜಿಲ್ಲೆಯ ಖಾಸಗಿ ಶಾಲೆಗಳ ಆಡಳಿತ ಮಂಡಳಿಯವರೊಂದಿಗೆ ಚರ್ಚಿಸಲಾಗಿದ್ದು, ಆನ್‌ಲೈನ್ ತರಗತಿ ಮುಂದುವರೆಸಲು ನಿರ್ಧರಿಸಲಾಗಿದೆ. ಸರ್ಕಾರ ಶುಲ್ಕ ವಿಚಾರದಲ್ಲಿ ಸ್ಪಷ್ಟ ನಿಲುವು ತೆಗೆದುಕೊಳ್ಳಬೇಕು ಎಂದು ಆಗ್ರಹಿಸಿದ್ದಾರೆ. bbox=[502, 1100, 807, 1201]
page-number: 5 bbox=[115, 83, 138, 121]
print-registration-marks bbox=[87, 2347, 1491, 2359]
section-divider bbox=[502, 1453, 1491, 1454]
registration-dot bbox=[1482, 2347, 1491, 2356]
registration-dots-left bbox=[87, 2347, 135, 2359]
press-meet-photo bbox=[660, 1559, 842, 1726]
left-headline-3: 2ನೇ ಹಂತದ ಮತದಾನ bbox=[185, 1245, 375, 1274]
lead-body-col-4: ಸಮೀಕ್ಷೆಯನ್ನು ಸೆಂಟರ್ ಫಾರ್ ಇ-ಗವರ್ನೆನ್ಸ್ ಇಲಾಖೆ ವಿನ್ಯಾಸಗೊಳಿಸಿರುವ 'karnataka H2H children survey app' ಮೊಬೈಲ್ ಆಪ್ ಮೂಲಕ ನಡೆಸಲಾಗುತ್ತಿದೆ. ಮನೆ ಮನೆ ಸಮೀಕ್ಷೆ ವೇಳೆ ಮಕ್ಕಳ ವಿವರಗಳನ್ನು ಸಂಗ್ರಹಿಸಲಾಗುವುದು. ನಗರ ಸ್ಥಳೀಯ ಸಂಸ್ಥೆಗಳು, ಕಾರ್ಮಿಕ ಇಲಾಖೆ ಹಾಗೂ ಮಹಿಳಾ ಮತ್ತು ಮಕ್ಕಳ ಕಲ್ಯಾಣ ಇಲಾಖೆ ಸಹಯೋಗದಲ್ಲಿ ಸಮೀಕ್ಷೆ bbox=[1101, 751, 1297, 869]
temple-body: ಮೈಸೂರು,ಡಿ.21-ಮೈಸೂರಿನ ಬನ್ನಿಮಂಟಪ ಹನುಮಂತನಗರದಲ್ಲಿರುವ ಶ್ರೀ ವೀರಾಂಜನೇಯ ಸ್ವಾಮಿ ದೇವಸ್ಥಾನದಲ್ಲಿ ವೈಕುಂಠ ಏಕಾದಶಿ ಮತ್ತು ಹನುಮ ಜಯಂತಿ ಮಹೋತ್ಸವ ಏರ್ಪಡಿಸಲಾಗಿದೆ. ಡಿ.25ರಂದು ಬೆಳಿಗ್ಗೆ 7 ಗಂಟೆಗೆ ವೈಕುಂಠ ಏಕಾದಶಿ ಪ್ರಯುಕ್ತ ವೈಕುಂಠ ದ್ವಾರ ಪ್ರವೇಶ, ವಿಶೇಷ ಪೂಜೆ ನಡೆಯಲಿದೆ. ಡಿ.27ರಂದು ಹನುಮ ಜಯಂತಿ ಪ್ರಯುಕ್ತ ಪ್ರಾತಃಕಾಲ ಅಭಿಷೇಕ, ಅಲಂಕಾರ, ಮಹಾಮಂಗಳಾರತಿ ಹಾಗೂ ಪ್ರಸಾದ ವಿನಿಯೋಗ ನಡೆಯಲಿದೆ ಎಂದು ದೇವಸ್ಥಾನ ಸಮಿತಿ ತಿಳಿಸಿದೆ. bbox=[1241, 1012, 1482, 1129]
temple-headline-3: ವೈಕುಂಠ ಏಕಾದಶಿ, bbox=[1288, 945, 1435, 974]
left-body-6: ನಾನೂ ಮಾತನಾಡಲು ಸಿದ್ಧನಿದ್ದೇನೆ. ಬೇರೆ ಯಾರೂ ಕೂಡ ಮಾತನಾಡಬಾರದು. ವಿಧಾನ ಪರಿಷತ್ತನ್ನು ಸಭಾಪತಿ ಇಲ್ಲದ ವಿಚಾರದಲ್ಲಿ ಸರ್ಕಾರ ಕೀಳಾಗಿದ್ದು, ಜೆಡಿಎಸ್‌ನವರು ಸಹ ಸರ್ಕಾರಕ್ಕೆ ಬೆಂಬಲ ನೀಡಿದ್ದಾರೆ ಎಂದು ಟೀಕಿಸಿದರು. ನಮ್ಮ ಪಕ್ಷದ ವಿರುದ್ಧ ಮಾತನಾಡಿದರೆ ಸುಮ್ಮನೆ ಇರುವುದಿಲ್ಲ ಎಂದು ಎಚ್ಚರಿಸಿದರು. bbox=[87, 2104, 473, 2154]
lead-headline-part-green: ಸಮೀಕ್ಷೆ bbox=[614, 253, 769, 329]
online-official-photo bbox=[502, 945, 611, 1091]
audience-rows-shape bbox=[1124, 590, 1491, 718]
left-headline-4: ಗ್ರಾಮ ಪಂಚಾಯ್ತಿಗಳಿವು bbox=[188, 1398, 372, 1427]
training-stage-photo bbox=[684, 372, 1120, 718]
opposition-body-col-2: ಮೈಸೂರು,ಡಿ.21(ಎಂಟಿವೈ)-ವಿಧಾನ ಪರಿಷತ್ ಸದಸ್ಯ ಹೆಚ್.ವಿಶ್ವನಾಥ್ ಅವರು ವಿಪಕ್ಷ ನಾಯಕ ಸಿದ್ದರಾಮಯ್ಯ ವಿರುದ್ಧ ನೀಡಿರುವ ಹೇಳಿಕೆ ಖಂಡನೀಯ ಎಂದು ಕಾಂಗ್ರೆಸ್ ಮುಖಂಡರು ಹೇಳಿದರು. ನಗರದ ಪತ್ರಕರ್ತರ ಭವನದಲ್ಲಿ ಸುದ್ದಿಗೋಷ್ಠಿಯಲ್ಲಿ ಮಾತನಾಡಿದ ಅವರು, ಸಿದ್ದರಾಮಯ್ಯ ಅವರ ಬಗ್ಗೆ ಹಗುರವಾಗಿ ಮಾತನಾಡುವುದನ್ನು ಬಿಡಬೇಕು. ಇಲ್ಲದಿದ್ದರೆ ತಕ್ಕ ಪಾಠ ಕಲಿಸಬೇಕಾಗುತ್ತದೆ ಎಂದು ಎಚ್ಚರಿಸಿದರು. ದಲಿತ ಸಮುದಾಯ ಹಾಗೂ ಹಿಂದುಳಿದ ವರ್ಗಗಳ ಏಳಿಗೆಗೆ ಶ್ರಮಿಸಿದ ನಾಯಕನ ವಿರುದ್ಧ ಟೀಕೆ ಸರಿಯಲ್ಲ ಎಂದರು. bbox=[660, 1736, 842, 1923]
police-photo-caption: ಡಾ.ಚಂದ್ರಗುಪ್ತ bbox=[1404, 1698, 1453, 1710]
